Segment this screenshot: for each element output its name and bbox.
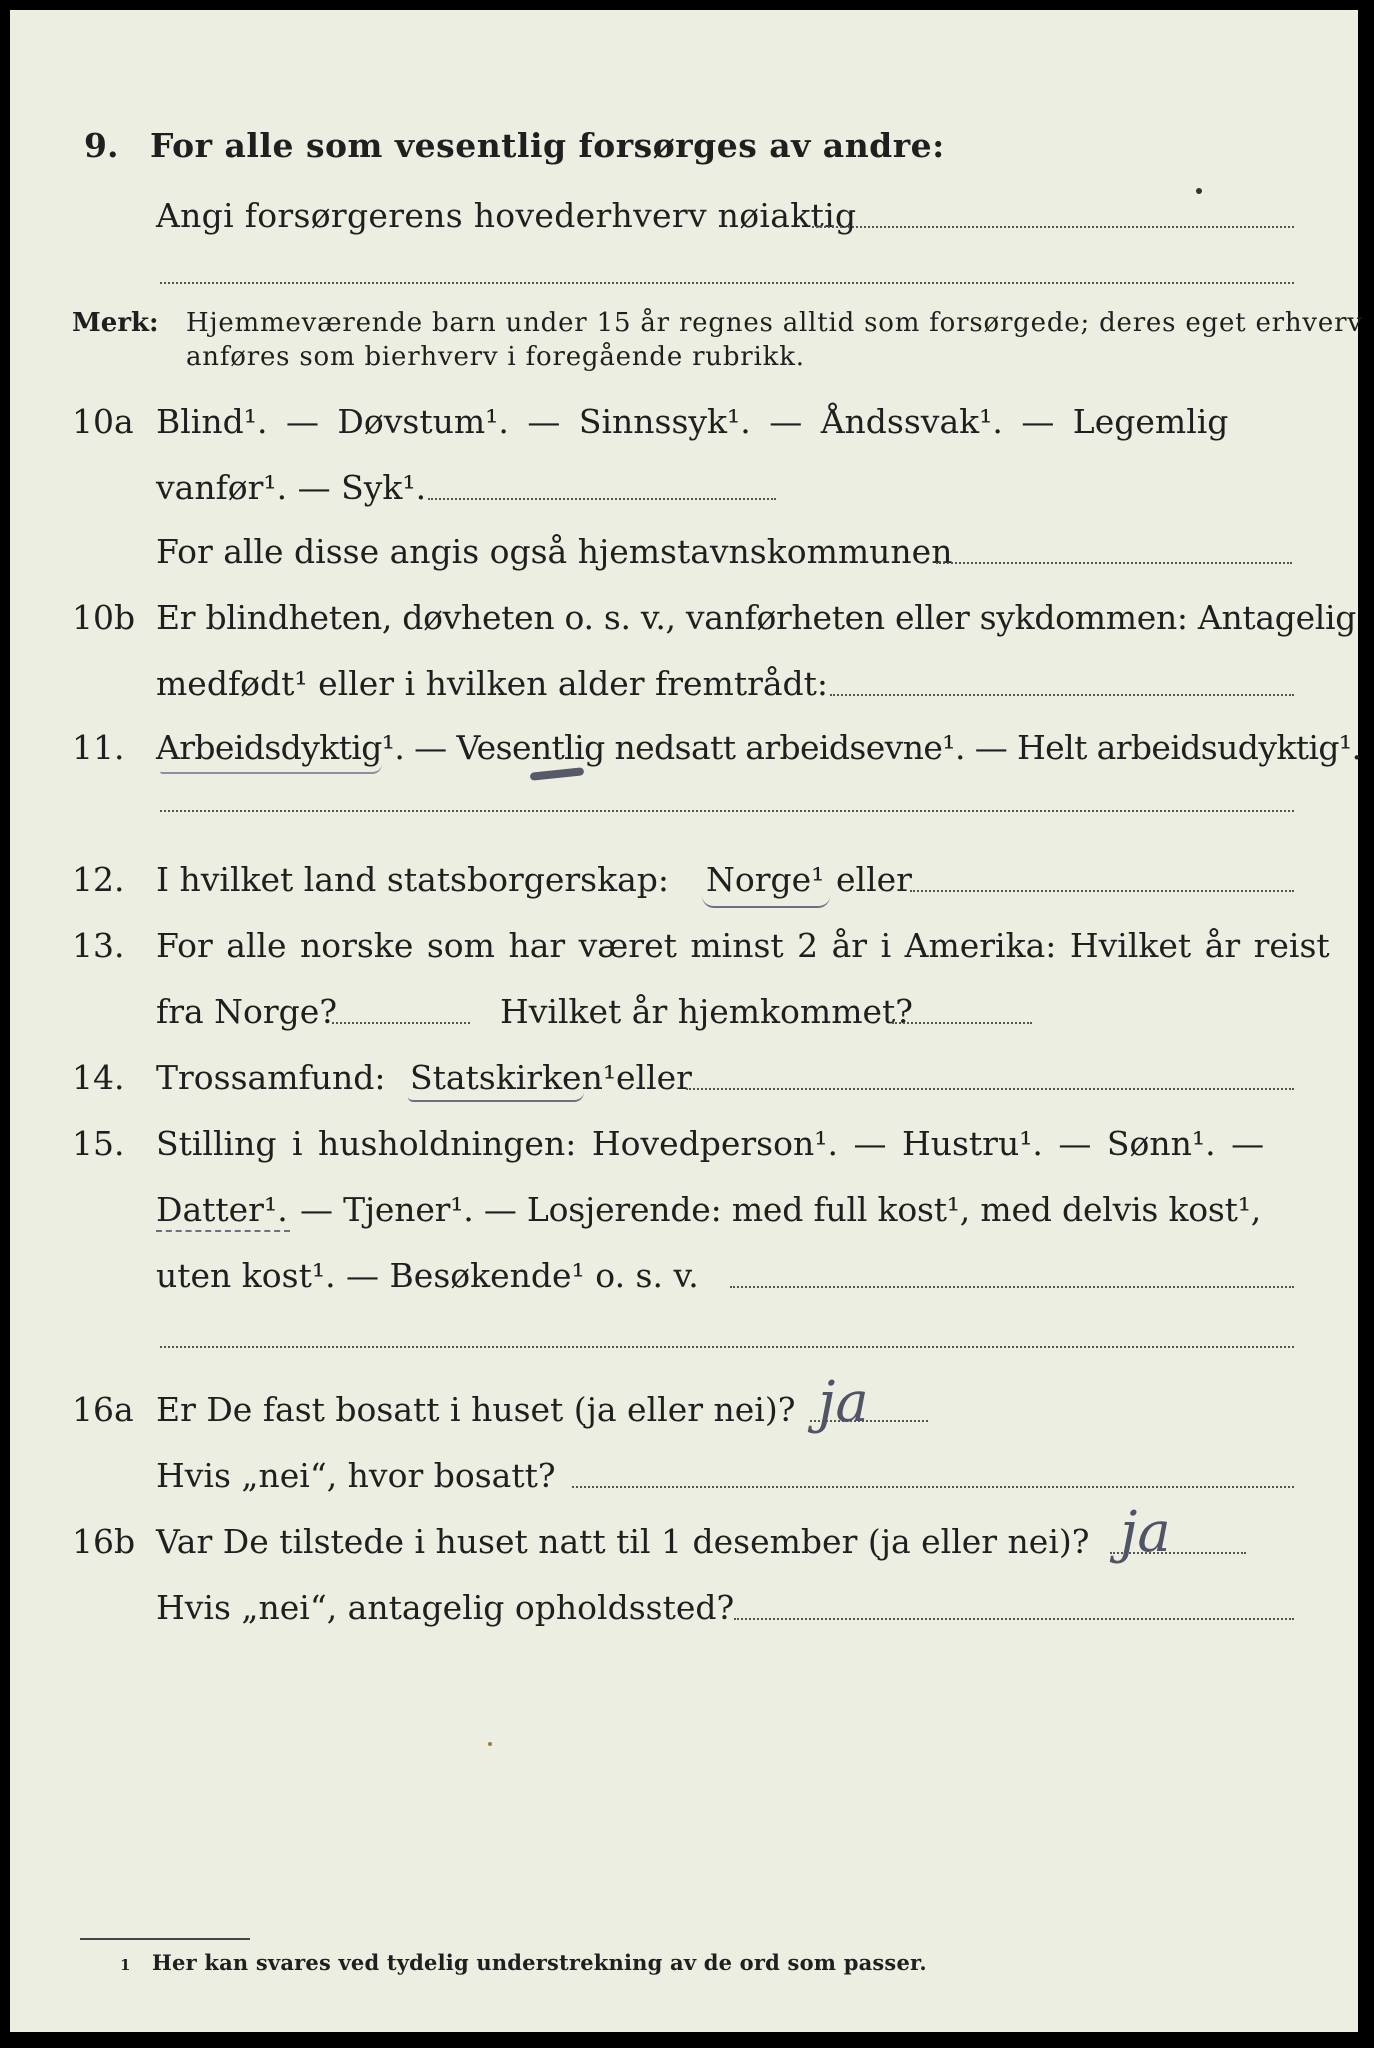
q16a-bosatt-field[interactable] [572, 1486, 1294, 1488]
q13-hjem-field[interactable] [892, 1022, 1032, 1024]
q10b-line1: Er blindheten, døvheten o. s. v., vanførheten eller sykdommen: Antagelig [156, 598, 1357, 637]
merk-text-line2: anføres som bierhverv i foregående rubrikk. [186, 342, 805, 372]
q14-statskirken-underline [408, 1092, 584, 1102]
q11-extra-field[interactable] [160, 810, 1294, 812]
q15-datter-underline [156, 1224, 290, 1232]
q10a-line1: Blind¹. — Døvstum¹. — Sinnssyk¹. — Åndssvak¹. — Legemlig [156, 402, 1229, 441]
q16a-handwritten-answer: ja [818, 1370, 869, 1435]
q9-heading: For alle som vesentlig forsørges av andre: [150, 126, 945, 165]
q12-suffix: eller [836, 860, 912, 899]
q13-line1: For alle norske som har været minst 2 år i Amerika: Hvilket år reist [156, 926, 1330, 965]
q9-extra-field[interactable] [160, 282, 1294, 284]
q9-provider-label: Angi forsørgerens hovederhverv nøiaktig [156, 196, 857, 235]
q16a-followup: Hvis „nei“, hvor bosatt? [156, 1456, 556, 1495]
q16b-opholdssted-field[interactable] [734, 1618, 1294, 1620]
q16b-followup: Hvis „nei“, antagelig opholdssted? [156, 1588, 735, 1627]
merk-label: Merk: [72, 308, 159, 338]
q9-provider-field[interactable] [812, 226, 1294, 228]
q12-norge: Norge¹ [706, 860, 825, 899]
q12-norge-underline [702, 896, 830, 908]
q11-ink-mark [530, 767, 585, 781]
ink-speck [488, 1742, 492, 1746]
footnote-mark: 1 [120, 1956, 131, 1974]
q10b-number: 10b [72, 598, 136, 637]
q15-line1: Stilling i husholdningen: Hovedperson¹. — Hustru¹. — Sønn¹. — [156, 1124, 1265, 1163]
merk-text-line1: Hjemmeværende barn under 15 år regnes alltid som forsørgede; deres eget erhverv [186, 308, 1363, 338]
q16b-number: 16b [72, 1522, 136, 1561]
q10a-number: 10a [72, 402, 134, 441]
q16a-number: 16a [72, 1390, 134, 1429]
census-form-page [10, 10, 1363, 2032]
q15-number: 15. [72, 1124, 125, 1163]
q12-prefix: I hvilket land statsborgerskap: [156, 860, 670, 899]
q13-number: 13. [72, 926, 125, 965]
q16a-question: Er De fast bosatt i huset (ja eller nei)? [156, 1390, 796, 1429]
q11-number: 11. [72, 728, 125, 767]
q12-number: 12. [72, 860, 125, 899]
q13-reist-field[interactable] [332, 1022, 470, 1024]
q10a-syk-field[interactable] [428, 498, 776, 500]
footnote-rule [80, 1938, 250, 1940]
q15-datter: Datter¹. [156, 1190, 288, 1229]
footnote-text: Her kan svares ved tydelig understrekning av de ord som passer. [152, 1950, 927, 1975]
q11-handwritten-underline [160, 764, 382, 774]
q15-line3: uten kost¹. — Besøkende¹ o. s. v. [156, 1256, 699, 1295]
ink-speck [1196, 188, 1202, 194]
q10a-hjemstavn-field[interactable] [936, 562, 1292, 564]
q14-prefix: Trossamfund: [156, 1058, 386, 1097]
q10b-line2: medfødt¹ eller i hvilken alder fremtrådt: [156, 664, 829, 703]
q10a-line3: For alle disse angis også hjemstavnskommunen [156, 532, 953, 571]
q11-line1: Arbeidsdyktig¹. — Vesentlig nedsatt arbeidsevne¹. — Helt arbeidsudyktig¹. [156, 728, 1362, 767]
q14-trossamfund-field[interactable] [686, 1088, 1294, 1090]
q12-country-field[interactable] [910, 890, 1294, 892]
q9-number: 9. [84, 126, 119, 165]
q10a-line2: vanfør¹. — Syk¹. [156, 468, 427, 507]
q15-extra-field[interactable] [160, 1346, 1294, 1348]
q14-statskirken: Statskirken¹ [410, 1058, 617, 1097]
q15-line2: — Tjener¹. — Losjerende: med full kost¹, med delvis kost¹, [300, 1190, 1262, 1229]
q16b-handwritten-answer: ja [1120, 1500, 1171, 1565]
q10b-field[interactable] [830, 694, 1294, 696]
q13-reist-label: fra Norge? [156, 992, 338, 1031]
q14-suffix: eller [616, 1058, 692, 1097]
q15-besokende-field[interactable] [730, 1286, 1294, 1288]
q13-hjem-label: Hvilket år hjemkommet? [500, 992, 913, 1031]
q16b-question: Var De tilstede i huset natt til 1 desember (ja eller nei)? [156, 1522, 1090, 1561]
q14-number: 14. [72, 1058, 125, 1097]
